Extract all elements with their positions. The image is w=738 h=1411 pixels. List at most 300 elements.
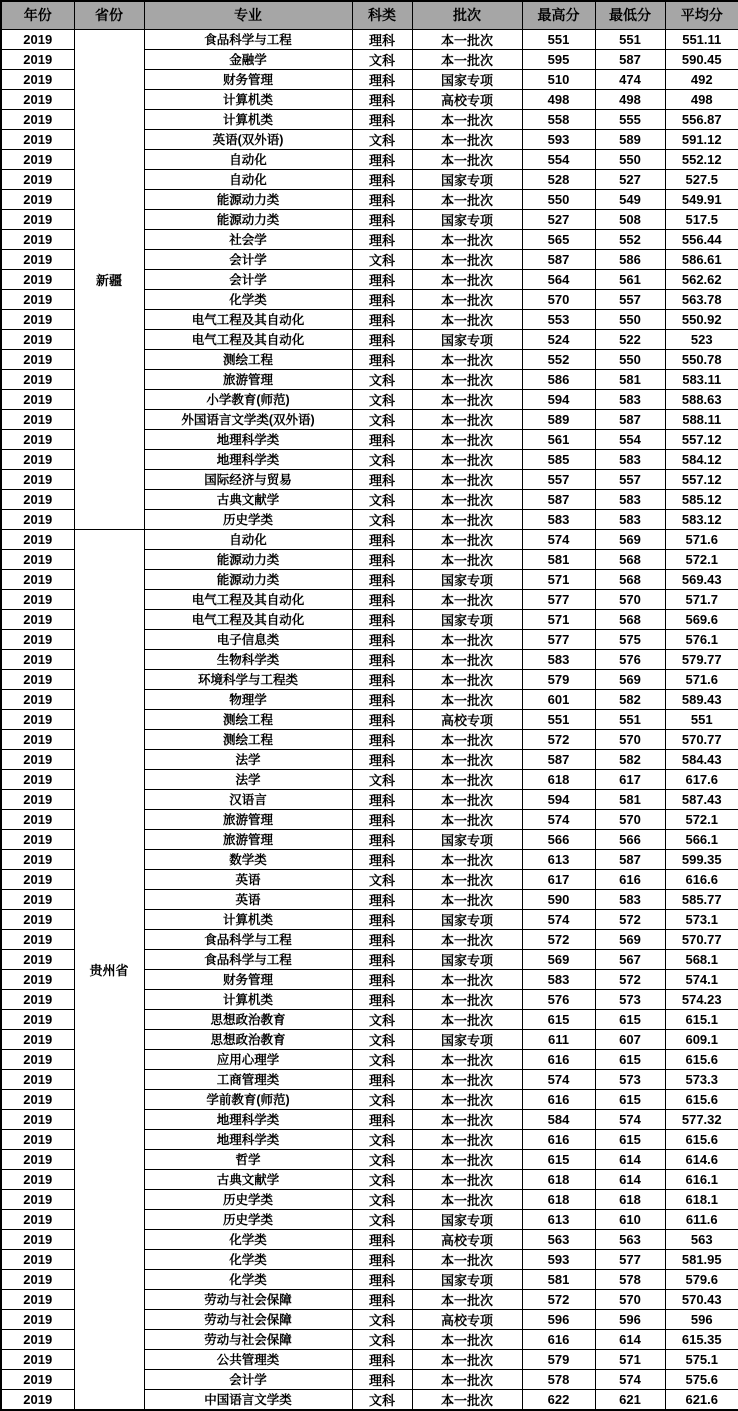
cell-batch: 本一批次 — [412, 29, 522, 49]
cell-min-score: 571 — [595, 1349, 665, 1369]
cell-major: 旅游管理 — [144, 369, 352, 389]
cell-max-score: 551 — [522, 29, 595, 49]
cell-subject: 理科 — [352, 349, 412, 369]
cell-year: 2019 — [1, 769, 74, 789]
cell-year: 2019 — [1, 129, 74, 149]
cell-batch: 本一批次 — [412, 249, 522, 269]
cell-major: 能源动力类 — [144, 549, 352, 569]
cell-major: 计算机类 — [144, 109, 352, 129]
cell-batch: 本一批次 — [412, 1069, 522, 1089]
cell-batch: 本一批次 — [412, 1349, 522, 1369]
cell-subject: 理科 — [352, 569, 412, 589]
cell-min-score: 508 — [595, 209, 665, 229]
cell-batch: 本一批次 — [412, 1189, 522, 1209]
cell-year: 2019 — [1, 389, 74, 409]
cell-subject: 理科 — [352, 909, 412, 929]
cell-major: 财务管理 — [144, 69, 352, 89]
table-body — [1, 29, 738, 1410]
cell-year: 2019 — [1, 29, 74, 49]
cell-avg-score: 609.1 — [665, 1029, 738, 1049]
cell-min-score: 583 — [595, 489, 665, 509]
cell-max-score: 563 — [522, 1229, 595, 1249]
cell-year: 2019 — [1, 949, 74, 969]
cell-major: 食品科学与工程 — [144, 29, 352, 49]
cell-min-score: 550 — [595, 349, 665, 369]
cell-batch: 本一批次 — [412, 429, 522, 449]
cell-avg-score: 492 — [665, 69, 738, 89]
cell-major: 电气工程及其自动化 — [144, 589, 352, 609]
cell-subject: 理科 — [352, 1289, 412, 1309]
cell-min-score: 554 — [595, 429, 665, 449]
cell-min-score: 587 — [595, 849, 665, 869]
cell-avg-score: 615.6 — [665, 1129, 738, 1149]
cell-min-score: 607 — [595, 1029, 665, 1049]
cell-major: 会计学 — [144, 1369, 352, 1389]
cell-batch: 本一批次 — [412, 1329, 522, 1349]
cell-subject: 文科 — [352, 509, 412, 529]
cell-batch: 本一批次 — [412, 589, 522, 609]
cell-subject: 文科 — [352, 869, 412, 889]
cell-avg-score: 498 — [665, 89, 738, 109]
cell-major: 计算机类 — [144, 989, 352, 1009]
cell-batch: 本一批次 — [412, 109, 522, 129]
cell-major: 电气工程及其自动化 — [144, 329, 352, 349]
cell-batch: 本一批次 — [412, 769, 522, 789]
cell-avg-score: 583.12 — [665, 509, 738, 529]
cell-subject: 文科 — [352, 1009, 412, 1029]
cell-major: 生物科学类 — [144, 649, 352, 669]
cell-min-score: 563 — [595, 1229, 665, 1249]
cell-batch: 高校专项 — [412, 1309, 522, 1329]
cell-avg-score: 551 — [665, 709, 738, 729]
cell-batch: 本一批次 — [412, 489, 522, 509]
cell-subject: 理科 — [352, 29, 412, 49]
cell-subject: 理科 — [352, 529, 412, 549]
cell-min-score: 555 — [595, 109, 665, 129]
cell-avg-score: 570.43 — [665, 1289, 738, 1309]
cell-subject: 理科 — [352, 629, 412, 649]
cell-min-score: 615 — [595, 1089, 665, 1109]
cell-major: 思想政治教育 — [144, 1009, 352, 1029]
cell-year: 2019 — [1, 1389, 74, 1410]
cell-min-score: 572 — [595, 969, 665, 989]
cell-min-score: 572 — [595, 909, 665, 929]
cell-subject: 理科 — [352, 1229, 412, 1249]
cell-avg-score: 573.3 — [665, 1069, 738, 1089]
cell-major: 物理学 — [144, 689, 352, 709]
cell-min-score: 596 — [595, 1309, 665, 1329]
cell-min-score: 569 — [595, 529, 665, 549]
cell-major: 古典文献学 — [144, 1169, 352, 1189]
cell-min-score: 474 — [595, 69, 665, 89]
cell-min-score: 550 — [595, 309, 665, 329]
cell-min-score: 610 — [595, 1209, 665, 1229]
cell-batch: 本一批次 — [412, 289, 522, 309]
cell-avg-score: 615.35 — [665, 1329, 738, 1349]
cell-avg-score: 589.43 — [665, 689, 738, 709]
cell-major: 外国语言文学类(双外语) — [144, 409, 352, 429]
cell-min-score: 615 — [595, 1129, 665, 1149]
cell-major: 地理科学类 — [144, 1109, 352, 1129]
header-row — [1, 1, 738, 29]
cell-avg-score: 575.1 — [665, 1349, 738, 1369]
cell-year: 2019 — [1, 829, 74, 849]
cell-subject: 理科 — [352, 89, 412, 109]
cell-batch: 本一批次 — [412, 369, 522, 389]
cell-avg-score: 611.6 — [665, 1209, 738, 1229]
cell-max-score: 572 — [522, 1289, 595, 1309]
cell-subject: 文科 — [352, 1309, 412, 1329]
cell-year: 2019 — [1, 409, 74, 429]
cell-subject: 理科 — [352, 1269, 412, 1289]
cell-major: 数学类 — [144, 849, 352, 869]
cell-year: 2019 — [1, 1089, 74, 1109]
cell-avg-score: 556.44 — [665, 229, 738, 249]
cell-major: 化学类 — [144, 289, 352, 309]
cell-major: 劳动与社会保障 — [144, 1289, 352, 1309]
cell-major: 财务管理 — [144, 969, 352, 989]
cell-subject: 理科 — [352, 1349, 412, 1369]
cell-min-score: 551 — [595, 709, 665, 729]
cell-major: 会计学 — [144, 269, 352, 289]
cell-max-score: 552 — [522, 349, 595, 369]
cell-major: 旅游管理 — [144, 829, 352, 849]
cell-max-score: 527 — [522, 209, 595, 229]
cell-batch: 高校专项 — [412, 89, 522, 109]
cell-subject: 文科 — [352, 369, 412, 389]
cell-batch: 国家专项 — [412, 609, 522, 629]
cell-year: 2019 — [1, 849, 74, 869]
cell-avg-score: 584.12 — [665, 449, 738, 469]
cell-subject: 理科 — [352, 929, 412, 949]
cell-min-score: 570 — [595, 809, 665, 829]
cell-batch: 本一批次 — [412, 189, 522, 209]
cell-year: 2019 — [1, 629, 74, 649]
cell-avg-score: 585.12 — [665, 489, 738, 509]
cell-min-score: 583 — [595, 509, 665, 529]
cell-max-score: 581 — [522, 1269, 595, 1289]
cell-subject: 文科 — [352, 1189, 412, 1209]
cell-min-score: 569 — [595, 669, 665, 689]
cell-subject: 理科 — [352, 429, 412, 449]
cell-avg-score: 549.91 — [665, 189, 738, 209]
cell-subject: 理科 — [352, 709, 412, 729]
cell-subject: 理科 — [352, 69, 412, 89]
cell-major: 国际经济与贸易 — [144, 469, 352, 489]
cell-major: 工商管理类 — [144, 1069, 352, 1089]
cell-min-score: 552 — [595, 229, 665, 249]
cell-subject: 理科 — [352, 589, 412, 609]
cell-major: 英语 — [144, 889, 352, 909]
cell-max-score: 616 — [522, 1049, 595, 1069]
cell-batch: 本一批次 — [412, 989, 522, 1009]
cell-year: 2019 — [1, 609, 74, 629]
cell-major: 中国语言文学类 — [144, 1389, 352, 1410]
cell-max-score: 593 — [522, 129, 595, 149]
cell-min-score: 574 — [595, 1369, 665, 1389]
cell-batch: 本一批次 — [412, 549, 522, 569]
cell-subject: 文科 — [352, 409, 412, 429]
cell-subject: 文科 — [352, 1329, 412, 1349]
cell-year: 2019 — [1, 109, 74, 129]
cell-province: 新疆 — [74, 29, 144, 529]
cell-year: 2019 — [1, 1309, 74, 1329]
cell-batch: 本一批次 — [412, 509, 522, 529]
cell-max-score: 584 — [522, 1109, 595, 1129]
cell-min-score: 581 — [595, 789, 665, 809]
cell-year: 2019 — [1, 1109, 74, 1129]
cell-avg-score: 616.1 — [665, 1169, 738, 1189]
cell-year: 2019 — [1, 209, 74, 229]
cell-year: 2019 — [1, 489, 74, 509]
cell-subject: 理科 — [352, 269, 412, 289]
cell-batch: 本一批次 — [412, 1369, 522, 1389]
cell-major: 地理科学类 — [144, 429, 352, 449]
cell-major: 学前教育(师范) — [144, 1089, 352, 1109]
cell-avg-score: 571.7 — [665, 589, 738, 609]
cell-subject: 理科 — [352, 169, 412, 189]
cell-max-score: 590 — [522, 889, 595, 909]
cell-avg-score: 566.1 — [665, 829, 738, 849]
cell-avg-score: 577.32 — [665, 1109, 738, 1129]
cell-year: 2019 — [1, 49, 74, 69]
cell-major: 金融学 — [144, 49, 352, 69]
col-header-max-score: 最高分 — [522, 1, 595, 29]
cell-batch: 本一批次 — [412, 349, 522, 369]
cell-year: 2019 — [1, 589, 74, 609]
cell-subject: 文科 — [352, 1129, 412, 1149]
cell-major: 劳动与社会保障 — [144, 1309, 352, 1329]
cell-max-score: 585 — [522, 449, 595, 469]
cell-avg-score: 573.1 — [665, 909, 738, 929]
cell-year: 2019 — [1, 989, 74, 1009]
cell-subject: 理科 — [352, 189, 412, 209]
cell-subject: 理科 — [352, 1069, 412, 1089]
cell-min-score: 614 — [595, 1169, 665, 1189]
col-header-year: 年份 — [1, 1, 74, 29]
cell-min-score: 522 — [595, 329, 665, 349]
cell-max-score: 579 — [522, 1349, 595, 1369]
cell-subject: 文科 — [352, 449, 412, 469]
cell-major: 历史学类 — [144, 1189, 352, 1209]
cell-avg-score: 618.1 — [665, 1189, 738, 1209]
cell-batch: 本一批次 — [412, 809, 522, 829]
cell-subject: 理科 — [352, 149, 412, 169]
cell-batch: 本一批次 — [412, 689, 522, 709]
cell-year: 2019 — [1, 429, 74, 449]
cell-min-score: 586 — [595, 249, 665, 269]
cell-year: 2019 — [1, 69, 74, 89]
cell-max-score: 569 — [522, 949, 595, 969]
cell-major: 化学类 — [144, 1229, 352, 1249]
cell-avg-score: 557.12 — [665, 469, 738, 489]
cell-subject: 理科 — [352, 689, 412, 709]
cell-major: 应用心理学 — [144, 1049, 352, 1069]
cell-min-score: 568 — [595, 549, 665, 569]
cell-avg-score: 557.12 — [665, 429, 738, 449]
cell-min-score: 587 — [595, 49, 665, 69]
cell-batch: 本一批次 — [412, 1049, 522, 1069]
cell-avg-score: 569.6 — [665, 609, 738, 629]
cell-max-score: 553 — [522, 309, 595, 329]
cell-avg-score: 574.23 — [665, 989, 738, 1009]
cell-max-score: 550 — [522, 189, 595, 209]
cell-major: 自动化 — [144, 529, 352, 549]
cell-batch: 国家专项 — [412, 1269, 522, 1289]
cell-subject: 文科 — [352, 389, 412, 409]
cell-max-score: 583 — [522, 509, 595, 529]
cell-subject: 文科 — [352, 249, 412, 269]
cell-min-score: 615 — [595, 1009, 665, 1029]
cell-subject: 理科 — [352, 829, 412, 849]
cell-min-score: 614 — [595, 1149, 665, 1169]
cell-min-score: 618 — [595, 1189, 665, 1209]
cell-major: 地理科学类 — [144, 449, 352, 469]
cell-year: 2019 — [1, 549, 74, 569]
cell-avg-score: 590.45 — [665, 49, 738, 69]
cell-min-score: 566 — [595, 829, 665, 849]
cell-subject: 文科 — [352, 1089, 412, 1109]
cell-batch: 国家专项 — [412, 169, 522, 189]
cell-major: 哲学 — [144, 1149, 352, 1169]
cell-avg-score: 571.6 — [665, 669, 738, 689]
cell-avg-score: 587.43 — [665, 789, 738, 809]
cell-max-score: 577 — [522, 589, 595, 609]
cell-max-score: 589 — [522, 409, 595, 429]
cell-batch: 本一批次 — [412, 649, 522, 669]
cell-year: 2019 — [1, 309, 74, 329]
cell-avg-score: 583.11 — [665, 369, 738, 389]
table-row — [1, 529, 738, 549]
cell-major: 法学 — [144, 749, 352, 769]
cell-batch: 本一批次 — [412, 229, 522, 249]
cell-year: 2019 — [1, 1049, 74, 1069]
cell-year: 2019 — [1, 449, 74, 469]
cell-max-score: 578 — [522, 1369, 595, 1389]
cell-year: 2019 — [1, 249, 74, 269]
cell-max-score: 616 — [522, 1089, 595, 1109]
cell-max-score: 579 — [522, 669, 595, 689]
cell-batch: 本一批次 — [412, 729, 522, 749]
cell-avg-score: 572.1 — [665, 549, 738, 569]
cell-major: 思想政治教育 — [144, 1029, 352, 1049]
cell-max-score: 583 — [522, 969, 595, 989]
cell-min-score: 621 — [595, 1389, 665, 1410]
cell-avg-score: 523 — [665, 329, 738, 349]
cell-major: 英语 — [144, 869, 352, 889]
cell-subject: 理科 — [352, 809, 412, 829]
cell-subject: 理科 — [352, 789, 412, 809]
cell-year: 2019 — [1, 1249, 74, 1269]
cell-subject: 文科 — [352, 1169, 412, 1189]
cell-year: 2019 — [1, 1269, 74, 1289]
cell-avg-score: 579.77 — [665, 649, 738, 669]
cell-max-score: 618 — [522, 1189, 595, 1209]
cell-subject: 理科 — [352, 549, 412, 569]
cell-max-score: 558 — [522, 109, 595, 129]
cell-batch: 国家专项 — [412, 1209, 522, 1229]
cell-batch: 本一批次 — [412, 789, 522, 809]
cell-min-score: 568 — [595, 609, 665, 629]
cell-subject: 文科 — [352, 1049, 412, 1069]
cell-year: 2019 — [1, 789, 74, 809]
cell-max-score: 616 — [522, 1129, 595, 1149]
cell-max-score: 583 — [522, 649, 595, 669]
cell-major: 公共管理类 — [144, 1349, 352, 1369]
cell-avg-score: 570.77 — [665, 929, 738, 949]
cell-min-score: 587 — [595, 409, 665, 429]
cell-max-score: 601 — [522, 689, 595, 709]
cell-year: 2019 — [1, 289, 74, 309]
cell-subject: 文科 — [352, 1029, 412, 1049]
cell-batch: 国家专项 — [412, 949, 522, 969]
cell-max-score: 595 — [522, 49, 595, 69]
cell-max-score: 587 — [522, 489, 595, 509]
cell-batch: 本一批次 — [412, 449, 522, 469]
cell-major: 地理科学类 — [144, 1129, 352, 1149]
cell-subject: 理科 — [352, 1109, 412, 1129]
cell-avg-score: 551.11 — [665, 29, 738, 49]
cell-min-score: 582 — [595, 689, 665, 709]
cell-batch: 国家专项 — [412, 829, 522, 849]
cell-avg-score: 591.12 — [665, 129, 738, 149]
cell-avg-score: 614.6 — [665, 1149, 738, 1169]
cell-max-score: 613 — [522, 1209, 595, 1229]
col-header-batch: 批次 — [412, 1, 522, 29]
cell-avg-score: 552.12 — [665, 149, 738, 169]
cell-subject: 理科 — [352, 329, 412, 349]
cell-avg-score: 588.11 — [665, 409, 738, 429]
cell-major: 旅游管理 — [144, 809, 352, 829]
cell-max-score: 564 — [522, 269, 595, 289]
cell-avg-score: 616.6 — [665, 869, 738, 889]
cell-max-score: 618 — [522, 1169, 595, 1189]
cell-year: 2019 — [1, 1149, 74, 1169]
cell-major: 英语(双外语) — [144, 129, 352, 149]
cell-max-score: 586 — [522, 369, 595, 389]
cell-year: 2019 — [1, 1329, 74, 1349]
cell-min-score: 583 — [595, 449, 665, 469]
cell-batch: 本一批次 — [412, 869, 522, 889]
cell-min-score: 570 — [595, 589, 665, 609]
cell-year: 2019 — [1, 709, 74, 729]
col-header-major: 专业 — [144, 1, 352, 29]
cell-batch: 国家专项 — [412, 569, 522, 589]
cell-avg-score: 581.95 — [665, 1249, 738, 1269]
cell-year: 2019 — [1, 1229, 74, 1249]
cell-batch: 本一批次 — [412, 929, 522, 949]
cell-major: 环境科学与工程类 — [144, 669, 352, 689]
cell-batch: 高校专项 — [412, 709, 522, 729]
cell-subject: 理科 — [352, 209, 412, 229]
cell-year: 2019 — [1, 689, 74, 709]
cell-batch: 高校专项 — [412, 1229, 522, 1249]
cell-min-score: 583 — [595, 889, 665, 909]
cell-max-score: 566 — [522, 829, 595, 849]
cell-subject: 理科 — [352, 1249, 412, 1269]
cell-subject: 理科 — [352, 849, 412, 869]
cell-year: 2019 — [1, 509, 74, 529]
cell-avg-score: 517.5 — [665, 209, 738, 229]
cell-major: 汉语言 — [144, 789, 352, 809]
cell-batch: 本一批次 — [412, 1149, 522, 1169]
cell-subject: 文科 — [352, 1149, 412, 1169]
cell-avg-score: 570.77 — [665, 729, 738, 749]
cell-year: 2019 — [1, 89, 74, 109]
cell-major: 自动化 — [144, 149, 352, 169]
cell-avg-score: 574.1 — [665, 969, 738, 989]
cell-max-score: 622 — [522, 1389, 595, 1410]
